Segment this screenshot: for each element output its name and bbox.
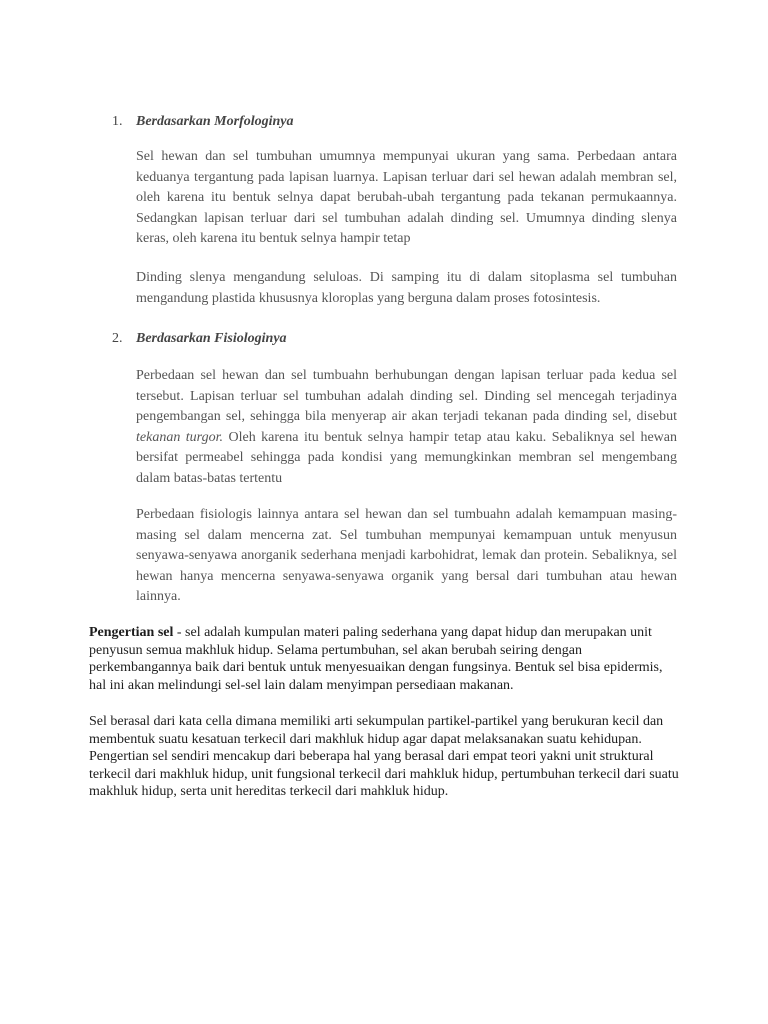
definition-term: Pengertian sel <box>89 625 174 640</box>
paragraph-fisiologi-1-part-b: Oleh karena itu bentuk selnya hampir tetap atau kaku. Sebaliknya sel hewan bersifat permeabel sehingga pada kondisi yang memungkinkan membran sel mengembang dalam batas-batas tertentu <box>136 429 677 486</box>
definition-text: - sel adalah kumpulan materi paling sederhana yang dapat hidup dan merupakan unit penyusun semua makhluk hidup. Selama pertumbuhan, sel akan berubah seiring dengan perkembangannya baik dari bentuk untuk menyesuaikan dengan fungsinya. Bentuk sel bisa epidermis, hal ini akan melindungi sel-sel lain dalam menyimpan persediaan makanan. <box>89 625 663 693</box>
section-heading-fisiologi: Berdasarkan Fisiologinya <box>136 331 287 346</box>
paragraph-morfologi-2: Dinding slenya mengandung seluloas. Di samping itu di dalam sitoplasma sel tumbuhan mengandung plastida khususnya kloroplas yang berguna dalam proses fotosintesis. <box>136 270 677 306</box>
paragraph-fisiologi-2: Perbedaan fisiologis lainnya antara sel hewan dan sel tumbuahn adalah kemampuan masing-masing sel dalam mencerna zat. Sel tumbuhan mempunyai kemampuan untuk menyusun senyawa-senyawa anorganik sederhana menjadi karbohidrat, lemak dan protein. Sebaliknya, sel hewan hanya mencerna senyawa-senyawa organik yang bersal dari tumbuhan atau hewan lainnya. <box>136 507 677 604</box>
paragraph-fisiologi-1 <box>136 366 677 489</box>
list-number-1: 1. <box>112 114 123 129</box>
paragraph-morfologi-1: Sel hewan dan sel tumbuhan umumnya mempunyai ukuran yang sama. Perbedaan antara keduanya tergantung pada lapisan luarnya. Lapisan terluar dari sel hewan adalah membran sel, oleh karena itu bentuk selnya dapat berubah-ubah tergantung pada tekanan permukaannya. Sedangkan lapisan terluar dari sel tumbuhan adalah dinding sel. Umumnya dinding slenya keras, oleh karena itu bentuk selnya hampir tetap <box>136 149 677 246</box>
closing-paragraph: Sel berasal dari kata cella dimana memiliki arti sekumpulan partikel-partikel yang berukuran kecil dan membentuk suatu kesatuan terkecil dari makhluk hidup agar dapat melaksanakan suatu kehidupan. Pengertian sel sendiri mencakup dari beberapa hal yang berasal dari empat teori yakni unit struktural terkecil dari makhluk hidup, unit fungsional terkecil dari mahkluk hidup, pertumbuhan terkecil dari suatu makhluk hidup, serta unit hereditas terkecil dari mahkluk hidup. <box>89 714 679 800</box>
paragraph-fisiologi-1-part-a: Perbedaan sel hewan dan sel tumbuahn berhubungan dengan lapisan terluar pada kedua sel tersebut. Lapisan terluar sel tumbuhan adalah dinding sel. Dinding sel mencegah terjadinya pengembangan sel, sehingga bila menyerap air akan terjadi tekanan pada dinding sel, disebut <box>136 368 677 424</box>
definition-paragraph <box>89 624 679 694</box>
list-number-2: 2. <box>112 331 123 346</box>
term-tekanan-turgor: tekanan turgor. <box>136 429 224 445</box>
section-heading-morfologi: Berdasarkan Morfologinya <box>136 114 294 129</box>
